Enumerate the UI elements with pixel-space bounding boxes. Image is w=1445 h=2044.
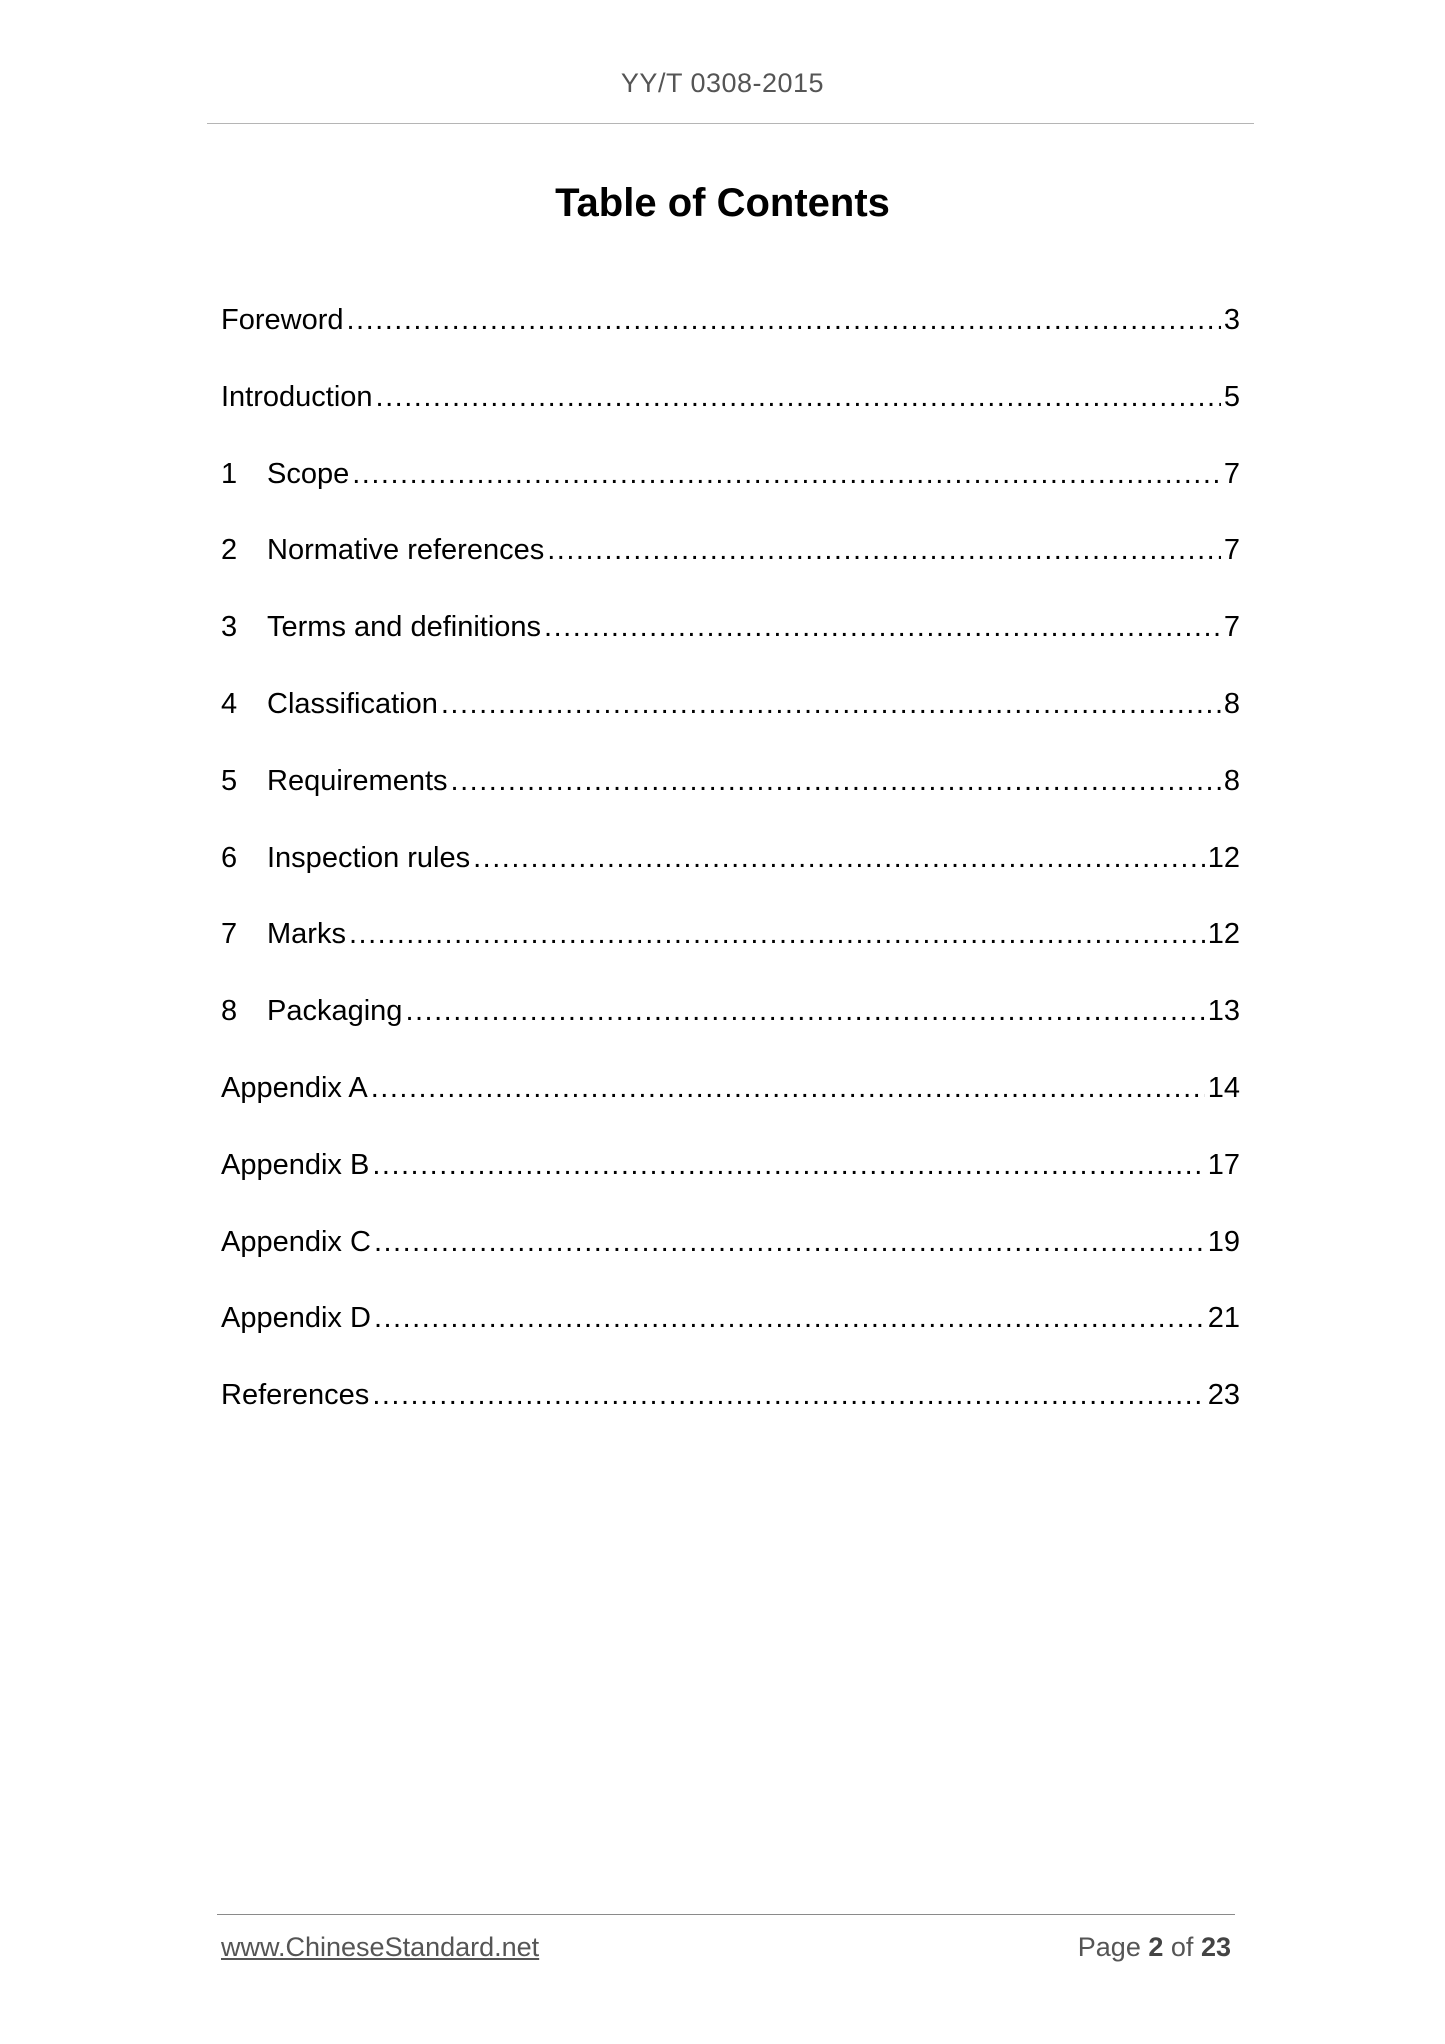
toc-entry-number: 3	[221, 611, 238, 644]
toc-entry-number: 8	[221, 995, 238, 1028]
footer-divider	[217, 1914, 1235, 1915]
toc-entry-label: Foreword	[221, 304, 344, 336]
toc-entry-label: Terms and definitions	[267, 611, 542, 644]
toc-entry-number: 1	[221, 457, 238, 490]
toc-dot-leader	[544, 607, 1221, 647]
toc-dot-leader	[473, 838, 1205, 878]
toc-entry-page: 13	[1207, 995, 1240, 1028]
current-page-number: 2	[1148, 1932, 1164, 1962]
toc-dot-leader	[547, 530, 1221, 570]
toc-entry-label: Appendix B	[221, 1148, 370, 1181]
toc-entry-requirements[interactable]	[221, 761, 1240, 838]
toc-entry-number: 7	[221, 918, 238, 951]
toc-dot-leader	[405, 991, 1204, 1031]
toc-entry-packaging[interactable]	[221, 991, 1240, 1068]
toc-entry-page: 7	[1223, 534, 1240, 567]
toc-dot-leader	[451, 761, 1221, 801]
toc-dot-leader	[441, 684, 1221, 724]
toc-dot-leader	[372, 1145, 1204, 1185]
website-link[interactable]: www.ChineseStandard.net	[221, 1932, 540, 1962]
page-prefix: Page	[1077, 1932, 1141, 1962]
toc-entry-page: 17	[1207, 1148, 1240, 1181]
toc-entry-number: 4	[221, 687, 238, 720]
toc-entry-page: 3	[1223, 304, 1240, 336]
document-code: YY/T 0308-2015	[620, 68, 825, 98]
toc-dot-leader	[372, 1375, 1204, 1415]
toc-entry-foreword[interactable]	[221, 300, 1240, 377]
toc-entry-appendix-d[interactable]	[221, 1298, 1240, 1375]
toc-dot-leader	[376, 377, 1221, 417]
toc-entry-inspection-rules[interactable]	[221, 838, 1240, 915]
toc-dot-leader	[352, 454, 1221, 494]
toc-entry-marks[interactable]	[221, 914, 1240, 991]
toc-entry-scope[interactable]	[221, 454, 1240, 531]
toc-entry-label: Packaging	[267, 995, 403, 1028]
toc-entry-appendix-a[interactable]	[221, 1068, 1240, 1145]
toc-entry-page: 5	[1223, 380, 1240, 413]
toc-entry-number: 6	[221, 841, 238, 874]
table-of-contents	[221, 300, 1240, 1452]
toc-entry-label: References	[221, 1379, 370, 1412]
toc-entry-appendix-b[interactable]	[221, 1145, 1240, 1222]
toc-entry-classification[interactable]	[221, 684, 1240, 761]
toc-entry-number: 2	[221, 534, 238, 567]
page-title: Table of Contents	[555, 181, 890, 225]
toc-entry-page: 12	[1207, 841, 1240, 874]
toc-dot-leader	[371, 1068, 1205, 1108]
toc-dot-leader	[374, 1222, 1205, 1262]
toc-entry-page: 23	[1207, 1379, 1240, 1412]
page-indicator	[1078, 1932, 1231, 1963]
toc-dot-leader	[374, 1298, 1205, 1338]
toc-entry-terms-and-definitions[interactable]	[221, 607, 1240, 684]
page-separator: of	[1170, 1932, 1194, 1962]
toc-entry-page: 12	[1207, 918, 1240, 951]
toc-entry-page: 7	[1223, 457, 1240, 490]
toc-entry-references[interactable]	[221, 1375, 1240, 1452]
toc-entry-page: 21	[1207, 1302, 1240, 1335]
toc-entry-appendix-c[interactable]	[221, 1222, 1240, 1299]
toc-entry-label: Appendix D	[221, 1302, 371, 1335]
toc-entry-label: Classification	[267, 687, 438, 720]
toc-dot-leader	[347, 300, 1221, 340]
toc-entry-label: Scope	[267, 457, 350, 490]
toc-entry-label: Requirements	[267, 764, 448, 797]
toc-entry-label: Appendix A	[221, 1071, 368, 1104]
toc-entry-label: Appendix C	[221, 1225, 371, 1258]
toc-entry-normative-references[interactable]	[221, 530, 1240, 607]
toc-entry-page: 8	[1223, 687, 1240, 720]
toc-entry-label: Introduction	[221, 380, 373, 413]
toc-entry-page: 7	[1223, 611, 1240, 644]
toc-entry-number: 5	[221, 764, 238, 797]
toc-entry-label: Marks	[267, 918, 346, 951]
toc-entry-label: Normative references	[267, 534, 545, 567]
header-divider	[207, 123, 1254, 124]
toc-entry-page: 8	[1223, 764, 1240, 797]
toc-entry-label: Inspection rules	[267, 841, 471, 874]
toc-entry-introduction[interactable]	[221, 377, 1240, 454]
toc-entry-page: 19	[1207, 1225, 1240, 1258]
toc-entry-page: 14	[1207, 1071, 1240, 1104]
toc-dot-leader	[349, 914, 1205, 954]
total-page-count: 23	[1200, 1932, 1231, 1962]
